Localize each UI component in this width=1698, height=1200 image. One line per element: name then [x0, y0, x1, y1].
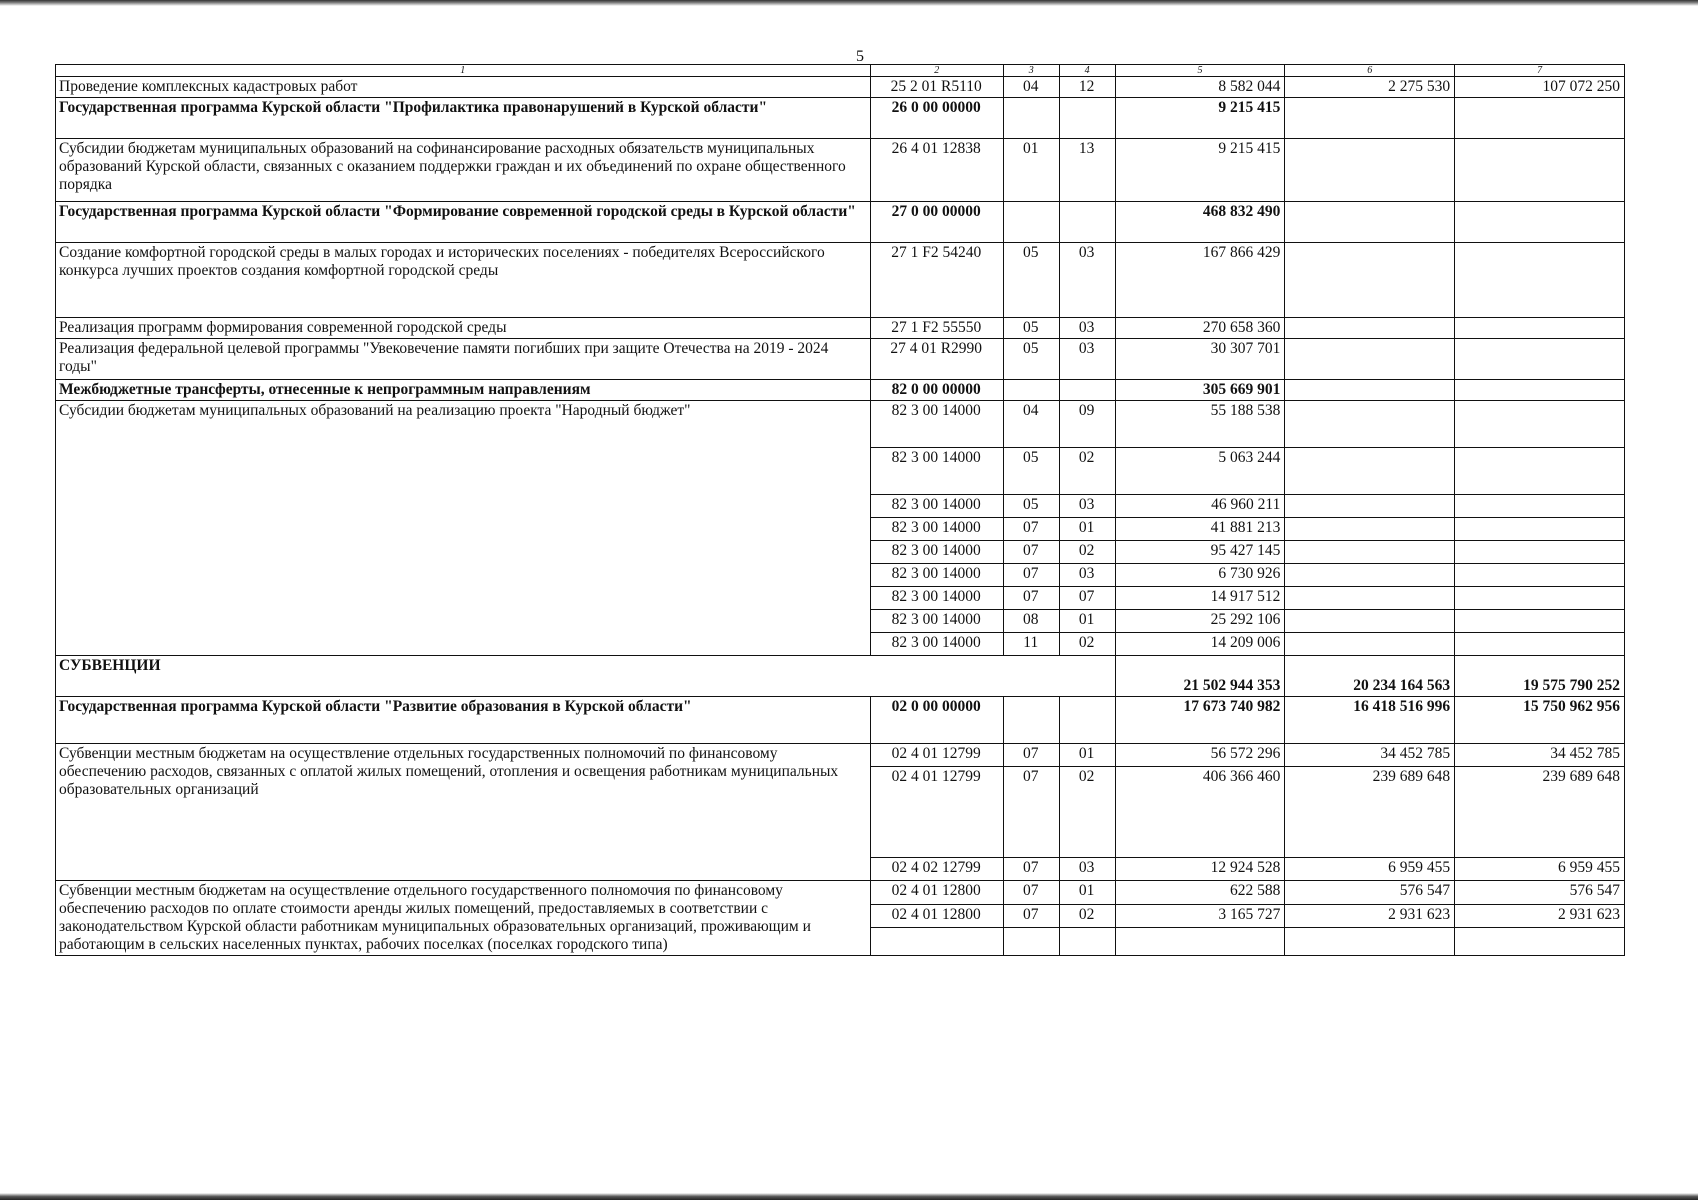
row-description: Создание комфортной городской среды в малых городах и исторических поселениях - победителях Всероссийского конкурса лучших проектов создания комфортной городской среды — [56, 243, 871, 318]
row-section: 04 — [1003, 401, 1059, 448]
row-amount-col7 — [1455, 448, 1625, 495]
table-row — [56, 98, 1625, 139]
row-amount-col7 — [1455, 318, 1625, 339]
row-code: 82 3 00 14000 — [870, 564, 1003, 587]
row-subsection: 03 — [1059, 564, 1115, 587]
column-number: 1 — [56, 65, 871, 77]
column-number: 3 — [1003, 65, 1059, 77]
row-amount-col5: 56 572 296 — [1115, 744, 1285, 767]
table-row — [56, 656, 1625, 697]
row-amount-col5: 12 924 528 — [1115, 858, 1285, 881]
row-code: 82 3 00 14000 — [870, 448, 1003, 495]
row-section: 08 — [1003, 610, 1059, 633]
row-amount-col6 — [1285, 339, 1455, 380]
column-number: 5 — [1115, 65, 1285, 77]
column-number: 2 — [870, 65, 1003, 77]
row-description: Реализация федеральной целевой программы "Увековечение памяти погибших при защите Отечества на 2019 - 2024 годы" — [56, 339, 871, 380]
row-description: Государственная программа Курской области "Профилактика правонарушений в Курской области" — [56, 98, 871, 139]
row-amount-col6 — [1285, 318, 1455, 339]
row-description: СУБВЕНЦИИ — [56, 656, 1116, 697]
row-amount-col7: 239 689 648 — [1455, 767, 1625, 858]
row-code: 82 0 00 00000 — [870, 380, 1003, 401]
row-amount-col6 — [1285, 243, 1455, 318]
row-code: 27 4 01 R2990 — [870, 339, 1003, 380]
row-amount-col7 — [1455, 401, 1625, 448]
scan-edge-top — [0, 0, 1698, 6]
row-subsection: 03 — [1059, 495, 1115, 518]
row-section — [1003, 380, 1059, 401]
row-amount-col5: 468 832 490 — [1115, 202, 1285, 243]
row-section: 11 — [1003, 633, 1059, 656]
row-amount-col7 — [1455, 495, 1625, 518]
row-amount-col6: 34 452 785 — [1285, 744, 1455, 767]
row-amount-col7 — [1455, 202, 1625, 243]
row-amount-col5: 406 366 460 — [1115, 767, 1285, 858]
row-section — [1003, 202, 1059, 243]
row-subsection — [1059, 697, 1115, 744]
table-row — [56, 77, 1625, 98]
row-amount-col6 — [1285, 139, 1455, 202]
row-amount-col5: 6 730 926 — [1115, 564, 1285, 587]
row-description: Реализация программ формирования современной городской среды — [56, 318, 871, 339]
row-description: Межбюджетные трансферты, отнесенные к непрограммным направлениям — [56, 380, 871, 401]
row-section: 07 — [1003, 518, 1059, 541]
row-code: 82 3 00 14000 — [870, 541, 1003, 564]
row-subsection: 01 — [1059, 610, 1115, 633]
row-code: 02 4 02 12799 — [870, 858, 1003, 881]
row-description: Государственная программа Курской области "Формирование современной городской среды в Курской области" — [56, 202, 871, 243]
row-section: 04 — [1003, 77, 1059, 98]
row-amount-col5: 21 502 944 353 — [1115, 656, 1285, 697]
row-amount-col5: 14 209 006 — [1115, 633, 1285, 656]
row-amount-col7: 15 750 962 956 — [1455, 697, 1625, 744]
row-code: 02 0 00 00000 — [870, 697, 1003, 744]
row-amount-col7 — [1455, 339, 1625, 380]
table-row — [56, 243, 1625, 318]
table-row — [56, 202, 1625, 243]
row-section: 01 — [1003, 139, 1059, 202]
row-amount-col6 — [1285, 448, 1455, 495]
row-subsection: 02 — [1059, 633, 1115, 656]
scan-edge-bottom — [0, 1193, 1698, 1200]
row-amount-col6: 20 234 164 563 — [1285, 656, 1455, 697]
row-section: 07 — [1003, 858, 1059, 881]
row-subsection: 02 — [1059, 448, 1115, 495]
empty-cell — [1115, 928, 1285, 956]
table-row — [56, 881, 1625, 905]
empty-cell — [1059, 928, 1115, 956]
row-amount-col5: 270 658 360 — [1115, 318, 1285, 339]
column-number: 7 — [1455, 65, 1625, 77]
column-number-row — [56, 65, 1625, 77]
row-amount-col7 — [1455, 633, 1625, 656]
row-subsection — [1059, 202, 1115, 243]
row-description: Субвенции местным бюджетам на осуществление отдельного государственного полномочия по финансовому обеспечению расходов по оплате стоимости аренды жилых помещений, предоставляемых в соответствии с законодательством Курской области работникам муниципальных образовательных организаций, проживающим и работающим в сельских населенных пунктах, рабочих поселках (поселках городского типа) — [56, 881, 871, 956]
row-code: 82 3 00 14000 — [870, 495, 1003, 518]
row-amount-col6 — [1285, 564, 1455, 587]
column-number: 4 — [1059, 65, 1115, 77]
row-description: Субвенции местным бюджетам на осуществление отдельных государственных полномочий по финансовому обеспечению расходов, связанных с оплатой жилых помещений, отопления и освещения работникам муниципальных образовательных организаций — [56, 744, 871, 881]
row-code: 82 3 00 14000 — [870, 587, 1003, 610]
table-row — [56, 318, 1625, 339]
table-row — [56, 139, 1625, 202]
row-subsection: 07 — [1059, 587, 1115, 610]
row-amount-col7 — [1455, 564, 1625, 587]
column-number: 6 — [1285, 65, 1455, 77]
row-subsection: 02 — [1059, 767, 1115, 858]
row-amount-col5: 95 427 145 — [1115, 541, 1285, 564]
row-code: 82 3 00 14000 — [870, 518, 1003, 541]
row-section: 07 — [1003, 587, 1059, 610]
row-section: 07 — [1003, 881, 1059, 905]
row-section — [1003, 98, 1059, 139]
row-amount-col6 — [1285, 518, 1455, 541]
table-row — [56, 339, 1625, 380]
row-amount-col7: 2 931 623 — [1455, 904, 1625, 928]
empty-cell — [1003, 928, 1059, 956]
row-subsection: 03 — [1059, 339, 1115, 380]
row-subsection: 02 — [1059, 541, 1115, 564]
row-amount-col7 — [1455, 380, 1625, 401]
page-number: 5 — [856, 48, 864, 65]
row-amount-col7 — [1455, 243, 1625, 318]
row-code: 27 0 00 00000 — [870, 202, 1003, 243]
budget-table — [55, 64, 1625, 956]
row-amount-col5: 8 582 044 — [1115, 77, 1285, 98]
row-amount-col6: 2 275 530 — [1285, 77, 1455, 98]
row-section: 07 — [1003, 564, 1059, 587]
row-section: 05 — [1003, 495, 1059, 518]
row-description: Проведение комплексных кадастровых работ — [56, 77, 871, 98]
empty-cell — [1285, 928, 1455, 956]
row-amount-col5: 622 588 — [1115, 881, 1285, 905]
row-amount-col5: 41 881 213 — [1115, 518, 1285, 541]
row-code: 02 4 01 12799 — [870, 744, 1003, 767]
row-section: 07 — [1003, 541, 1059, 564]
row-code: 02 4 01 12800 — [870, 881, 1003, 905]
row-description: Государственная программа Курской области "Развитие образования в Курской области" — [56, 697, 871, 744]
row-section: 07 — [1003, 904, 1059, 928]
row-amount-col7: 107 072 250 — [1455, 77, 1625, 98]
row-amount-col6: 576 547 — [1285, 881, 1455, 905]
row-subsection: 03 — [1059, 318, 1115, 339]
row-amount-col6: 6 959 455 — [1285, 858, 1455, 881]
table-row — [56, 380, 1625, 401]
row-amount-col7 — [1455, 518, 1625, 541]
row-subsection — [1059, 380, 1115, 401]
row-amount-col7 — [1455, 587, 1625, 610]
row-subsection: 01 — [1059, 881, 1115, 905]
row-code: 82 3 00 14000 — [870, 633, 1003, 656]
row-section: 07 — [1003, 767, 1059, 858]
table-row — [56, 744, 1625, 767]
row-section: 07 — [1003, 744, 1059, 767]
row-code: 26 0 00 00000 — [870, 98, 1003, 139]
row-section: 05 — [1003, 318, 1059, 339]
row-amount-col6 — [1285, 401, 1455, 448]
row-amount-col5: 9 215 415 — [1115, 139, 1285, 202]
row-amount-col6 — [1285, 380, 1455, 401]
row-amount-col6 — [1285, 202, 1455, 243]
row-amount-col5: 30 307 701 — [1115, 339, 1285, 380]
row-amount-col7 — [1455, 98, 1625, 139]
row-amount-col6 — [1285, 541, 1455, 564]
row-subsection: 13 — [1059, 139, 1115, 202]
row-description: Субсидии бюджетам муниципальных образований на софинансирование расходных обязательств муниципальных образований Курской области, связанных с оказанием поддержки граждан и их объединений по охране общественного порядка — [56, 139, 871, 202]
row-section — [1003, 697, 1059, 744]
row-amount-col5: 46 960 211 — [1115, 495, 1285, 518]
row-amount-col5: 14 917 512 — [1115, 587, 1285, 610]
row-subsection: 09 — [1059, 401, 1115, 448]
row-amount-col6 — [1285, 98, 1455, 139]
row-subsection: 01 — [1059, 518, 1115, 541]
row-subsection — [1059, 98, 1115, 139]
row-amount-col5: 9 215 415 — [1115, 98, 1285, 139]
row-amount-col5: 3 165 727 — [1115, 904, 1285, 928]
row-amount-col7 — [1455, 139, 1625, 202]
row-section: 05 — [1003, 243, 1059, 318]
row-amount-col7: 6 959 455 — [1455, 858, 1625, 881]
row-amount-col6: 16 418 516 996 — [1285, 697, 1455, 744]
row-amount-col6 — [1285, 610, 1455, 633]
row-amount-col7: 19 575 790 252 — [1455, 656, 1625, 697]
table-row — [56, 401, 1625, 448]
row-amount-col5: 25 292 106 — [1115, 610, 1285, 633]
row-code: 27 1 F2 54240 — [870, 243, 1003, 318]
row-code: 27 1 F2 55550 — [870, 318, 1003, 339]
row-amount-col7: 576 547 — [1455, 881, 1625, 905]
table-row — [56, 697, 1625, 744]
empty-cell — [1455, 928, 1625, 956]
row-code: 02 4 01 12799 — [870, 767, 1003, 858]
row-code: 82 3 00 14000 — [870, 610, 1003, 633]
row-amount-col6: 239 689 648 — [1285, 767, 1455, 858]
row-subsection: 03 — [1059, 858, 1115, 881]
row-code: 82 3 00 14000 — [870, 401, 1003, 448]
row-amount-col6 — [1285, 587, 1455, 610]
row-amount-col6 — [1285, 495, 1455, 518]
row-subsection: 01 — [1059, 744, 1115, 767]
row-amount-col5: 305 669 901 — [1115, 380, 1285, 401]
row-amount-col5: 17 673 740 982 — [1115, 697, 1285, 744]
row-subsection: 12 — [1059, 77, 1115, 98]
row-section: 05 — [1003, 339, 1059, 380]
row-amount-col5: 55 188 538 — [1115, 401, 1285, 448]
empty-cell — [870, 928, 1003, 956]
row-amount-col6: 2 931 623 — [1285, 904, 1455, 928]
row-section: 05 — [1003, 448, 1059, 495]
row-code: 02 4 01 12800 — [870, 904, 1003, 928]
row-code: 26 4 01 12838 — [870, 139, 1003, 202]
row-subsection: 02 — [1059, 904, 1115, 928]
row-amount-col6 — [1285, 633, 1455, 656]
row-subsection: 03 — [1059, 243, 1115, 318]
row-description: Субсидии бюджетам муниципальных образований на реализацию проекта "Народный бюджет" — [56, 401, 871, 656]
row-amount-col7: 34 452 785 — [1455, 744, 1625, 767]
budget-sheet — [55, 64, 1625, 956]
row-amount-col5: 167 866 429 — [1115, 243, 1285, 318]
row-amount-col7 — [1455, 541, 1625, 564]
row-amount-col5: 5 063 244 — [1115, 448, 1285, 495]
row-code: 25 2 01 R5110 — [870, 77, 1003, 98]
row-amount-col7 — [1455, 610, 1625, 633]
